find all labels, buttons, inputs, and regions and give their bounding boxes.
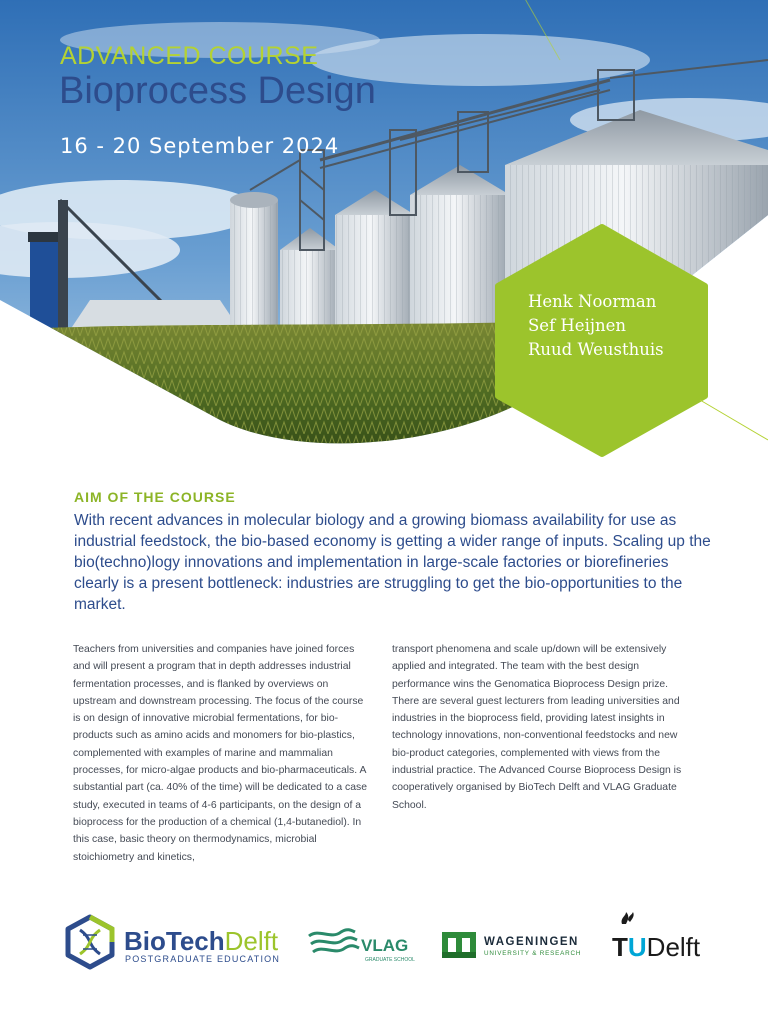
svg-text:BioTechDelft [124,926,279,956]
vlag-logo [305,910,417,980]
lecturer-name: Ruud Weusthuis [528,340,664,359]
biotech-logo-text: BioTech [124,926,225,956]
delft-text: Delft [646,932,701,962]
delft-logo-text: Delft [224,926,279,956]
wur-logo [440,910,595,980]
biotech-logo-subtitle: POSTGRADUATE EDUCATION [125,954,281,964]
biotech-hexagon-icon [68,917,112,967]
wur-logo-name: WAGENINGEN [484,936,579,948]
vlag-flag-icon [309,930,359,952]
aim-text: With recent advances in molecular biology and a growing biomass availability for use as industrial feedstock, the bio-based economy is getting a wider range of inputs. Scaling up the bio(techno)logy innovations and implementation in large-scale factories or biorefineries clearly is a present bottleneck: industries are struggling to get the bio-opportunities to the market. [74,512,711,613]
svg-text:TUDelft [612,932,701,962]
biotech-delft-logo [62,910,292,980]
vlag-logo-subtitle: GRADUATE SCHOOL [365,957,415,963]
aim-heading: AIM OF THE COURSE [74,489,236,505]
wur-logo-subtitle: UNIVERSITY & RESEARCH [484,950,582,957]
lecturer-name: Sef Heijnen [528,316,626,335]
wur-square-icon [442,932,476,958]
tu-letter-t: T [612,932,628,962]
tu-letter-u: U [627,932,647,962]
body-column-left: Teachers from universities and companies have joined forces and will present a program that in depth addresses industrial fermentation processes, and is flanked by overviews on upstream and downstream processing. The focus of the course is on design of innovative microbial fermentations, for bio-products such as amino acids and monomers for bio-plastics, complemented with examples of marine and mammalian processes, for micro-algae products and bio-pharmaceuticals. A substantial part (ca. 40% of the time) will be dedicated to a case study, executed in teams of 4-6 participants, on the design of a bioprocess for the production of a chemical (1,4-butanediol). In this case, basic theory on thermodynamics, microbial stoichiometry and kinetics, [73,644,367,863]
course-dates: 16 - 20 September 2024 [60,134,340,158]
body-column-right: transport phenomena and scale up/down will be extensively applied and integrated. The team with the best design performance wins the Genomatica Bioprocess Design prize. There are several guest lecturers from leading universities and industries in the bioprocess field, providing latest insights in technology innovations, non-conventional feedstocks and new bio-product categories, complemented with views from the industrial practice. The Advanced Course Bioprocess Design is cooperatively organised by BioTech Delft and VLAG Graduate School. [392,644,682,811]
course-kicker: ADVANCED COURSE [60,42,319,70]
lecturer-list [528,290,664,362]
course-title: Bioprocess Design [59,70,376,112]
vlag-logo-text: VLAG [361,936,409,955]
tu-delft-logo [612,910,708,980]
lecturer-name: Henk Noorman [528,292,657,311]
tu-delft-flame-icon [622,912,634,924]
